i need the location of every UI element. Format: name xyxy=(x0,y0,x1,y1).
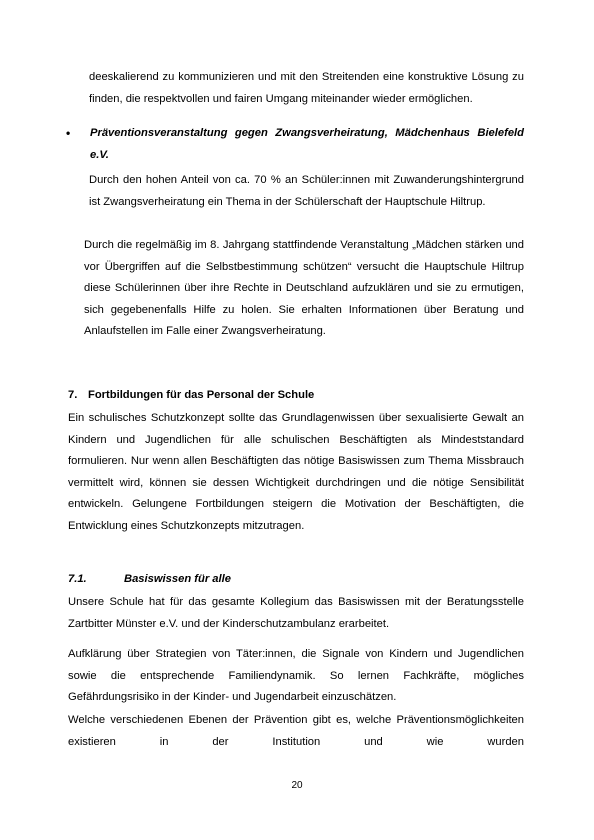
section-7-paragraph: Ein schulisches Schutzkonzept sollte das Grundlagenwissen über sexualisierte Gewalt an Kindern und Jugendlichen für alle schulischen Beschäftigten als Mindeststandard formulieren. Nur wenn allen Beschäftigten das nötige Basiswissen zum Thema Missbrauch vermittelt wird, können sie dessen Wichtigkeit durchdringen und die nötige Sensibilität entwickeln. Gelungene Fortbildungen steigern die Motivation der Beschäftigten, die Entwicklung eines Schutzkonzepts mitzutragen. xyxy=(68,412,524,532)
section-7-1-heading xyxy=(68,569,231,591)
section-7-title: Fortbildungen für das Personal der Schule xyxy=(88,389,315,401)
section-7-1-paragraph-1: Unsere Schule hat für das gesamte Kollegium das Basiswissen mit der Beratungsstelle Zartbitter Münster e.V. und der Kinderschutzambulanz erarbeitet. xyxy=(68,596,524,630)
section-7-1-title: Basiswissen für alle xyxy=(124,573,231,585)
intro-paragraph: deeskalierend zu kommunizieren und mit den Streitenden eine konstruktive Lösung zu finden, die respektvollen und fairen Umgang miteinander wieder ermöglichen. xyxy=(89,71,524,105)
section-7-1-number: 7.1. xyxy=(68,573,87,585)
page-number: 20 xyxy=(291,780,303,791)
section-7-number: 7. xyxy=(68,389,78,401)
section-7-1-paragraph-2: Aufklärung über Strategien von Täter:innen, die Signale von Kindern und Jugendlichen sowie die entsprechende Familiendynamik. So lernen Fachkräfte, mögliches Gefährdungsrisiko in der Kinder- und Jugendarbeit einzuschätzen. xyxy=(68,648,524,703)
bullet-icon: • xyxy=(66,126,71,140)
bullet-title: Präventionsveranstaltung gegen Zwangsverheiratung, Mädchenhaus Bielefeld e.V. xyxy=(90,127,524,161)
bullet-paragraph-2: Durch die regelmäßig im 8. Jahrgang stattfindende Veranstaltung „Mädchen stärken und vor Übergriffen auf die Selbstbestimmung schützen“ versucht die Hauptschule Hiltrup diese Schülerinnen über ihre Rechte in Deutschland aufzuklären und sie zu ermutigen, sich gegebenenfalls Hilfe zu holen. Sie erhalten Informationen über Beratung und Anlaufstellen im Falle einer Zwangsverheiratung. xyxy=(84,239,524,337)
section-7-heading xyxy=(68,385,314,407)
section-7-1-paragraph-3: Welche verschiedenen Ebenen der Prävention gibt es, welche Präventionsmöglichkeiten existieren in der Institution und wie wurden xyxy=(68,714,524,748)
bullet-paragraph-1: Durch den hohen Anteil von ca. 70 % an Schüler:innen mit Zuwanderungshintergrund ist Zwangsverheiratung ein Thema in der Schülerschaft der Hauptschule Hiltrup. xyxy=(89,174,524,208)
